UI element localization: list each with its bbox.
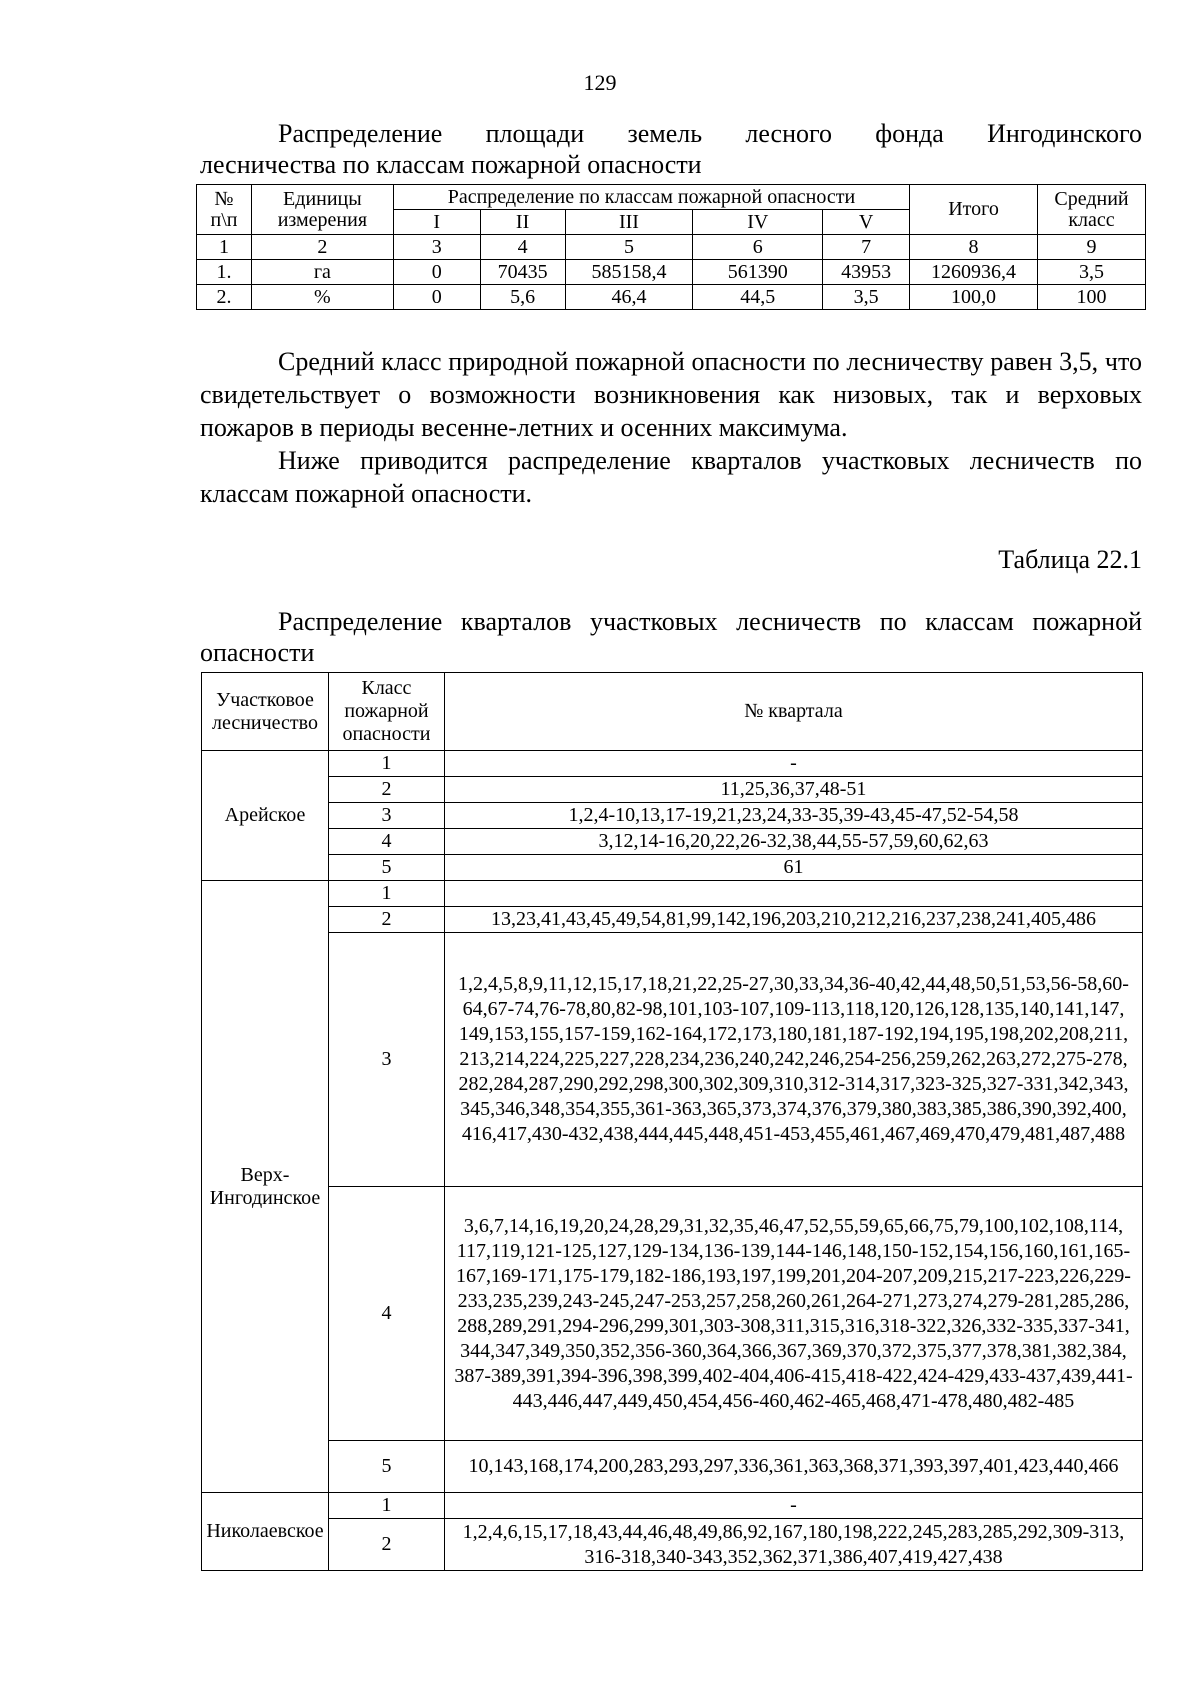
t1-header-class: IV — [693, 210, 823, 235]
table-row — [202, 829, 1143, 855]
t2-class: 4 — [328, 1187, 444, 1441]
t1-header-average: Средний класс — [1038, 185, 1146, 235]
t1-cell: 1 — [197, 235, 252, 260]
paragraph-intro: Ниже приводится распределение кварталов участковых лесничеств по классам пожарной опасности. — [200, 446, 1142, 508]
table2-heading — [200, 606, 1142, 668]
t2-class: 2 — [328, 1519, 444, 1571]
table-row — [202, 907, 1143, 933]
quarters-by-class-table — [201, 672, 1143, 1571]
t2-class: 2 — [328, 777, 444, 803]
t1-cell: % — [251, 285, 393, 310]
t2-quarters: - — [444, 1493, 1142, 1519]
t1-cell: 0 — [393, 260, 480, 285]
table-label: Таблица 22.1 — [998, 545, 1142, 574]
t2-quarters — [444, 881, 1142, 907]
t1-header-class: III — [565, 210, 693, 235]
t1-cell: 5 — [565, 235, 693, 260]
fire-class-area-table — [196, 184, 1146, 310]
table1-heading-line1: Распределение площади земель лесного фонда Ингодинского — [278, 119, 1142, 148]
t1-cell: 6 — [693, 235, 823, 260]
t1-cell: 1. — [197, 260, 252, 285]
table-row — [202, 1441, 1143, 1493]
t1-row-percent — [197, 285, 1146, 310]
t1-cell: 70435 — [480, 260, 565, 285]
table1-heading-line2: лесничества по классам пожарной опасности — [200, 150, 702, 179]
t1-cell: 4 — [480, 235, 565, 260]
t2-quarters: 3,​12,​14-16,​20,​22,​26-32,​38,​44,​55-57,​59,​60,​62,​63 — [444, 829, 1142, 855]
t1-cell: 3 — [393, 235, 480, 260]
table-row — [202, 881, 1143, 907]
paragraph-average-class: Средний класс природной пожарной опасности по лесничеству равен 3,5, что свидетельствует о возможности возникновения как низовых, так и верховых пожаров в периоды весенне-летних и осенних максимума. — [200, 347, 1142, 442]
t2-class: 5 — [328, 1441, 444, 1493]
t2-header-quarter: № квартала — [444, 673, 1142, 751]
t1-cell: 3,5 — [1038, 260, 1146, 285]
table2-heading-line1: Распределение кварталов участковых лесничеств по классам пожарной — [278, 607, 1142, 636]
t1-row-hectares — [197, 260, 1146, 285]
t1-header-unit: Единицы измерения — [251, 185, 393, 235]
table-row — [202, 1187, 1143, 1441]
t2-class: 3 — [328, 933, 444, 1187]
t2-quarters: 11,​25,​36,​37,​48-51 — [444, 777, 1142, 803]
t2-class: 1 — [328, 1493, 444, 1519]
t1-header-total: Итого — [910, 185, 1038, 235]
t1-header-class: I — [393, 210, 480, 235]
t1-cell: 43953 — [823, 260, 910, 285]
t2-quarters: 10,​143,​168,​174,​200,​283,​293,​297,​336,​361,​363,​368,​371,​393,​397,​401,​423,​440,​466 — [444, 1441, 1142, 1493]
t1-cell: 8 — [910, 235, 1038, 260]
t1-index-row — [197, 235, 1146, 260]
page-number: 129 — [583, 70, 617, 95]
table-row — [202, 803, 1143, 829]
t2-quarters: 1,​2,​4-10,​13,​17-19,​21,​23,​24,​33-35,​39-43,​45-47,​52-54,​58 — [444, 803, 1142, 829]
t1-cell: 100,0 — [910, 285, 1038, 310]
t1-cell: 100 — [1038, 285, 1146, 310]
t2-quarters: 61 — [444, 855, 1142, 881]
t1-cell: 5,6 — [480, 285, 565, 310]
t2-header-class: Класс пожарной опасности — [328, 673, 444, 751]
t2-class: 1 — [328, 881, 444, 907]
table-row — [202, 777, 1143, 803]
t1-header-num: № п\п — [197, 185, 252, 235]
table-row — [202, 1519, 1143, 1571]
t1-cell: 1260936,4 — [910, 260, 1038, 285]
t2-header-forestry: Участковое лесничество — [202, 673, 329, 751]
table2-heading-line2: опасности — [200, 638, 315, 667]
table-row — [202, 933, 1143, 1187]
t1-cell: 2 — [251, 235, 393, 260]
t2-quarters: 1,​2,​4,​5,​8,​9,​11,​12,​15,​17,​18,​21,​22,​25-27,​30,​33,​34,​36-40,​42,​44,​48,​50,​51,​53,​56-58,​60-64,​67-74,​76-78,​80,​82-98,​101,​103-107,​109-113,​118,​120,​126,​128,​135,​140,​141,​147,​149,​153,​155,​157-159,​162-164,​172,​173,​180,​181,​187-192,​194,​195,​198,​202,​208,​211,​213,​214,​224,​225,​227,​228,​234,​236,​240,​242,​246,​254-256,​259,​262,​263,​272,​275-278,​282,​284,​287,​290,​292,​298,​300,​302,​309,​310,​312-314,​317,​323-325,​327-331,​342,​343,​345,​346,​348,​354,​355,​361-363,​365,​373,​374,​376,​379,​380,​383,​385,​386,​390,​392,​400,​416,​417,​430-432,​438,​444,​445,​448,​451-453,​455,​461,​467,​469,​470,​479,​481,​487,​488 — [444, 933, 1142, 1187]
table1-heading — [200, 118, 1142, 180]
t1-cell: 2. — [197, 285, 252, 310]
t2-quarters: 13,​23,​41,​43,​45,​49,​54,​81,​99,​142,​196,​203,​210,​212,​216,​237,​238,​241,​405,​486 — [444, 907, 1142, 933]
t2-class: 2 — [328, 907, 444, 933]
t1-header-class: V — [823, 210, 910, 235]
t1-cell: 44,5 — [693, 285, 823, 310]
t2-forestry-name: Арейское — [202, 751, 329, 881]
t2-quarters: 3,​6,​7,​14,​16,​19,​20,​24,​28,​29,​31,​32,​35,​46,​47,​52,​55,​59,​65,​66,​75,​79,​100,​102,​108,​114,​117,​119,​121-125,​127,​129-134,​136-139,​144-146,​148,​150-152,​154,​156,​160,​161,​165-167,​169-171,​175-179,​182-186,​193,​197,​199,​201,​204-207,​209,​215,​217-223,​226,​229-233,​235,​239,​243-245,​247-253,​257,​258,​260,​261,​264-271,​273,​274,​279-281,​285,​286,​288,​289,​291,​294-296,​299,​301,​303-308,​311,​315,​316,​318-322,​326,​332-335,​337-341,​344,​347,​349,​350,​352,​356-360,​364,​366,​367,​369,​370,​372,​375,​377,​378,​381,​382,​384,​387-389,​391,​394-396,​398,​399,​402-404,​406-415,​418-422,​424-429,​433-437,​439,​441-443,​446,​447,​449,​450,​454,​456-460,​462-465,​468,​471-478,​480,​482-485 — [444, 1187, 1142, 1441]
t2-forestry-name: Верх-Ингодинское — [202, 881, 329, 1493]
t1-cell: 0 — [393, 285, 480, 310]
t1-header-class: II — [480, 210, 565, 235]
t1-cell: 585158,4 — [565, 260, 693, 285]
t2-quarters: - — [444, 751, 1142, 777]
t1-header-distribution: Распределение по классам пожарной опасности — [393, 185, 909, 210]
t1-cell: 46,4 — [565, 285, 693, 310]
t2-class: 1 — [328, 751, 444, 777]
t2-class: 4 — [328, 829, 444, 855]
t2-forestry-name: Николаевское — [202, 1493, 329, 1571]
t1-cell: 561390 — [693, 260, 823, 285]
t2-class: 5 — [328, 855, 444, 881]
table-row — [202, 855, 1143, 881]
t2-quarters: 1,​2,​4,​6,​15,​17,​18,​43,​44,​46,​48,​49,​86,​92,​167,​180,​198,​222,​245,​283,​285,​292,​309-313,​316-318,​340-343,​352,​362,​371,​386,​407,​419,​427,​438 — [444, 1519, 1142, 1571]
t1-cell: 7 — [823, 235, 910, 260]
t1-cell: га — [251, 260, 393, 285]
table-row — [202, 1493, 1143, 1519]
t1-cell: 3,5 — [823, 285, 910, 310]
t1-cell: 9 — [1038, 235, 1146, 260]
t2-class: 3 — [328, 803, 444, 829]
table-row — [202, 751, 1143, 777]
